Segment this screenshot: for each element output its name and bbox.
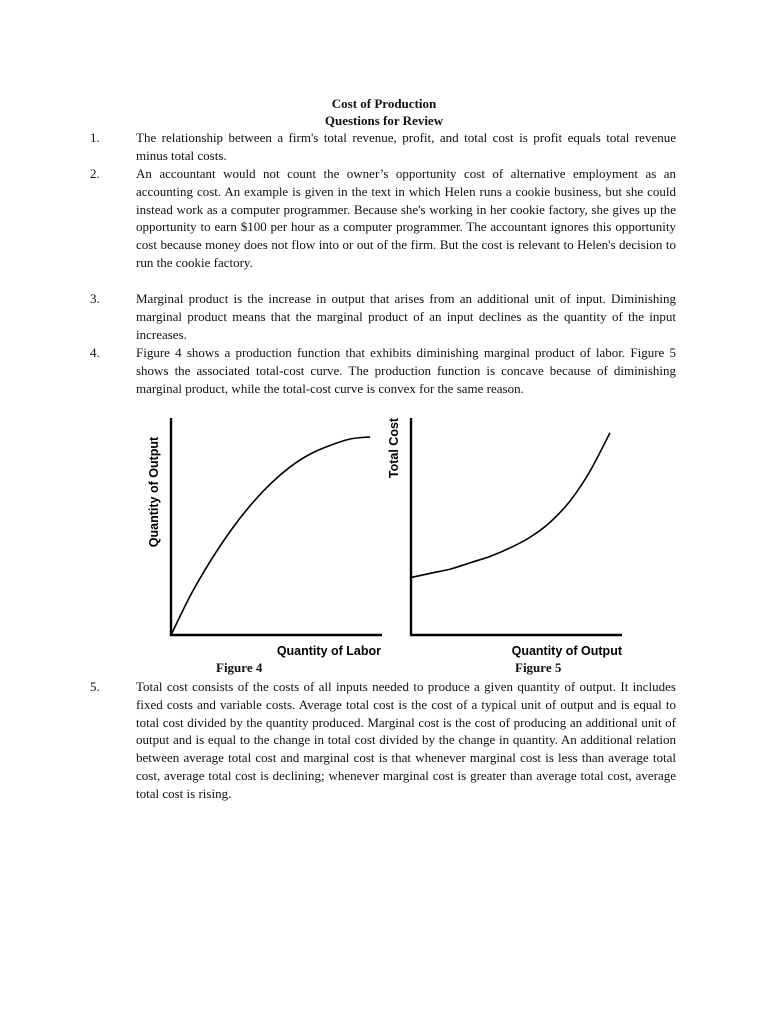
- document-subtitle: Questions for Review: [324, 113, 444, 128]
- question-2: [90, 165, 676, 272]
- question-number: 2.: [90, 166, 100, 181]
- question-number: 1.: [90, 130, 100, 145]
- document-title: Cost of Production: [331, 96, 437, 111]
- figure-5-x-axis-label: Quantity of Output: [511, 644, 622, 658]
- figure-4-production-curve: [171, 437, 370, 635]
- figure-4-x-axis-label: Quantity of Labor: [276, 644, 381, 658]
- figure-4-caption: Figure 4: [216, 660, 263, 675]
- question-4: [90, 344, 676, 397]
- question-number: 5.: [90, 679, 100, 694]
- question-text: Marginal product is the increase in output that arises from an additional unit of input. Diminishing marginal product means that the marginal product of an input declines as the quantity of the input increases.: [136, 291, 676, 342]
- question-text: Figure 4 shows a production function that exhibits diminishing marginal product of labor. Figure 5 shows the associated total-cost curve. The production function is concave because of diminishing marginal product, while the total-cost curve is convex for the same reason.: [136, 345, 676, 396]
- question-number: 3.: [90, 291, 100, 306]
- question-text: Total cost consists of the costs of all inputs needed to produce a given quantity of output. It includes fixed costs and variable costs. Average total cost is the cost of a typical unit of output and is equal to total cost divided by the quantity produced. Marginal cost is the cost of producing an additional unit of output and is equal to the change in total cost divided by the change in quantity. An additional relation between average total cost and marginal cost is that whenever marginal cost is less than average total cost, average total cost is declining; whenever marginal cost is greater than average total cost, average total cost is rising.: [136, 679, 676, 801]
- figure-5-y-axis-label: Total Cost: [387, 417, 401, 479]
- question-number: 4.: [90, 345, 100, 360]
- figure-5-total-cost-curve: [411, 433, 610, 578]
- figure-5-chart: [380, 412, 630, 662]
- question-1: [90, 129, 676, 165]
- figure-4-y-axis-label: Quantity of Output: [147, 436, 161, 548]
- question-text: The relationship between a firm's total revenue, profit, and total cost is profit equals total revenue minus total costs.: [136, 130, 676, 163]
- figure-4-chart: [140, 412, 390, 662]
- question-text: An accountant would not count the owner’s opportunity cost of alternative employment as an accounting cost. An example is given in the text in which Helen runs a cookie business, but she could instead work as a computer programmer. Because she's working in her cookie factory, she gives up the opportunity to earn $100 per hour as a computer programmer. The accountant ignores this opportunity cost because money does not flow into or out of the firm. But the cost is relevant to Helen's decision to run the cookie factory.: [136, 166, 676, 270]
- question-5: [90, 678, 676, 803]
- question-3: [90, 290, 676, 343]
- figure-5-caption: Figure 5: [515, 660, 562, 675]
